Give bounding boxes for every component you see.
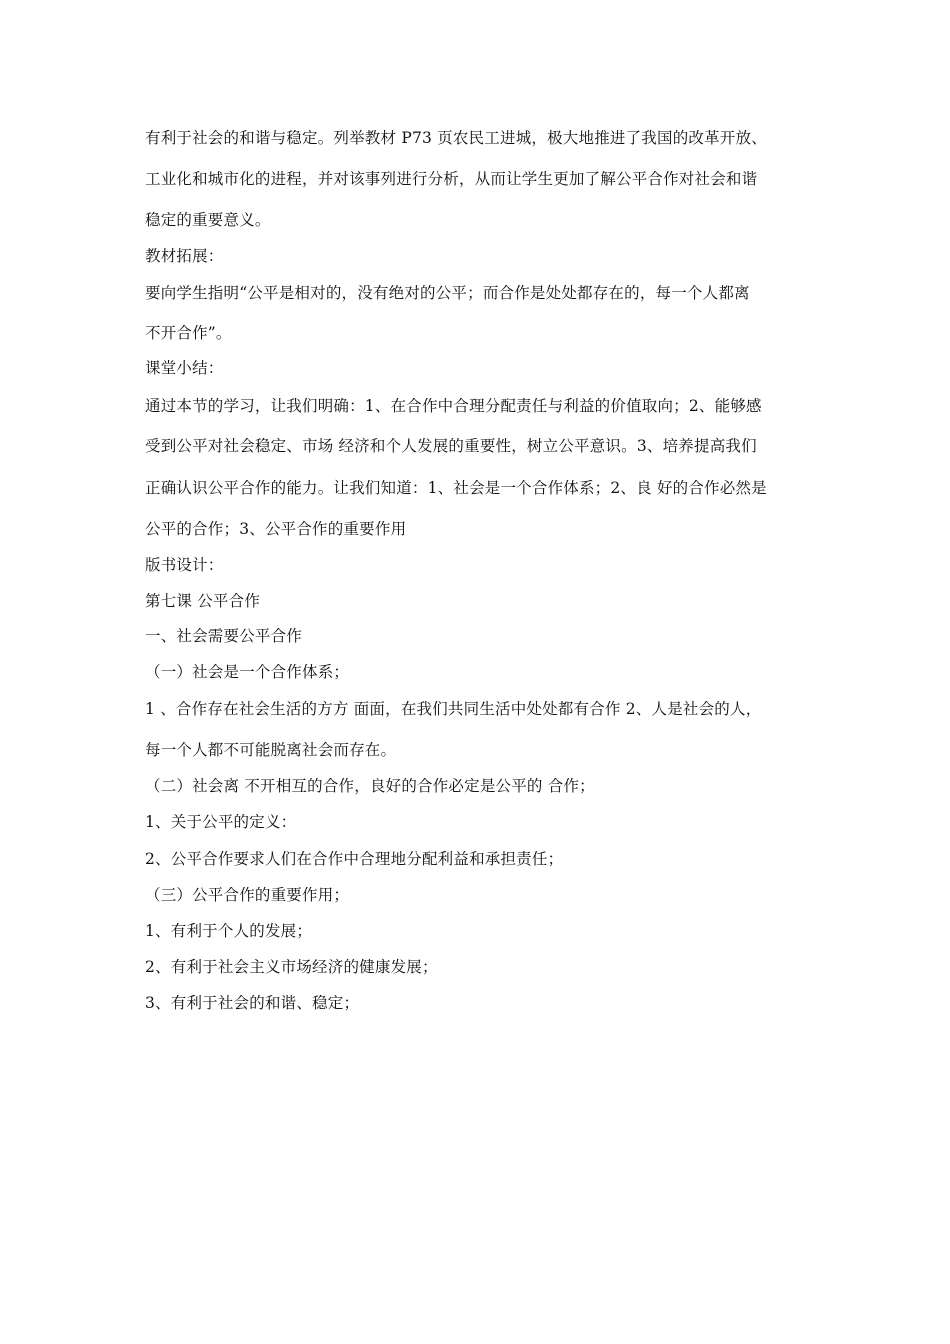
text-line: 工业化和城市化的进程，并对该事列进行分析，从而让学生更加了解公平合作对社会和谐: [145, 170, 758, 188]
outline-item: 2、公平合作要求人们在合作中合理地分配利益和承担责任；: [145, 850, 564, 868]
outline-item: 1、有利于个人的发展；: [145, 922, 313, 940]
text-line: 受到公平对社会稳定、市场 经济和个人发展的重要性，树立公平意识。3、培养提高我们: [145, 437, 757, 455]
outline-item: （一）社会是一个合作体系；: [145, 663, 350, 681]
outline-item: 2、有利于社会主义市场经济的健康发展；: [145, 958, 438, 976]
outline-item: 3、有利于社会的和谐、稳定；: [145, 994, 360, 1012]
section-heading: 教材拓展：: [145, 247, 224, 265]
text-line: 公平的合作；3、公平合作的重要作用: [145, 520, 407, 538]
section-heading: 课堂小结：: [145, 359, 224, 377]
outline-item: 一、社会需要公平合作: [145, 627, 303, 645]
outline-item: 每一个人都不可能脱离社会而存在。: [145, 741, 397, 759]
outline-item: （二）社会离 不开相互的合作，良好的合作必定是公平的 合作；: [145, 777, 595, 795]
outline-item: 1、关于公平的定义：: [145, 813, 297, 831]
text-line: 要向学生指明“公平是相对的，没有绝对的公平；而合作是处处都存在的，每一个人都离: [145, 284, 750, 302]
text-line: 有利于社会的和谐与稳定。列举教材 P73 页农民工进城，极大地推进了我国的改革开放、: [145, 129, 767, 147]
outline-item: （三）公平合作的重要作用；: [145, 886, 350, 904]
text-line: 通过本节的学习，让我们明确：1、在合作中合理分配责任与利益的价值取向；2、能够感: [145, 397, 762, 415]
text-line: 不开合作”。: [145, 324, 232, 342]
section-heading: 版书设计：: [145, 556, 224, 574]
lesson-title: 第七课 公平合作: [145, 592, 261, 610]
outline-item: 1 、合作存在社会生活的方方 面面，在我们共同生活中处处都有合作 2、人是社会的人，: [145, 700, 762, 718]
text-line: 稳定的重要意义。: [145, 211, 271, 229]
text-line: 正确认识公平合作的能力。让我们知道：1、社会是一个合作体系；2、良 好的合作必然是: [145, 479, 767, 497]
